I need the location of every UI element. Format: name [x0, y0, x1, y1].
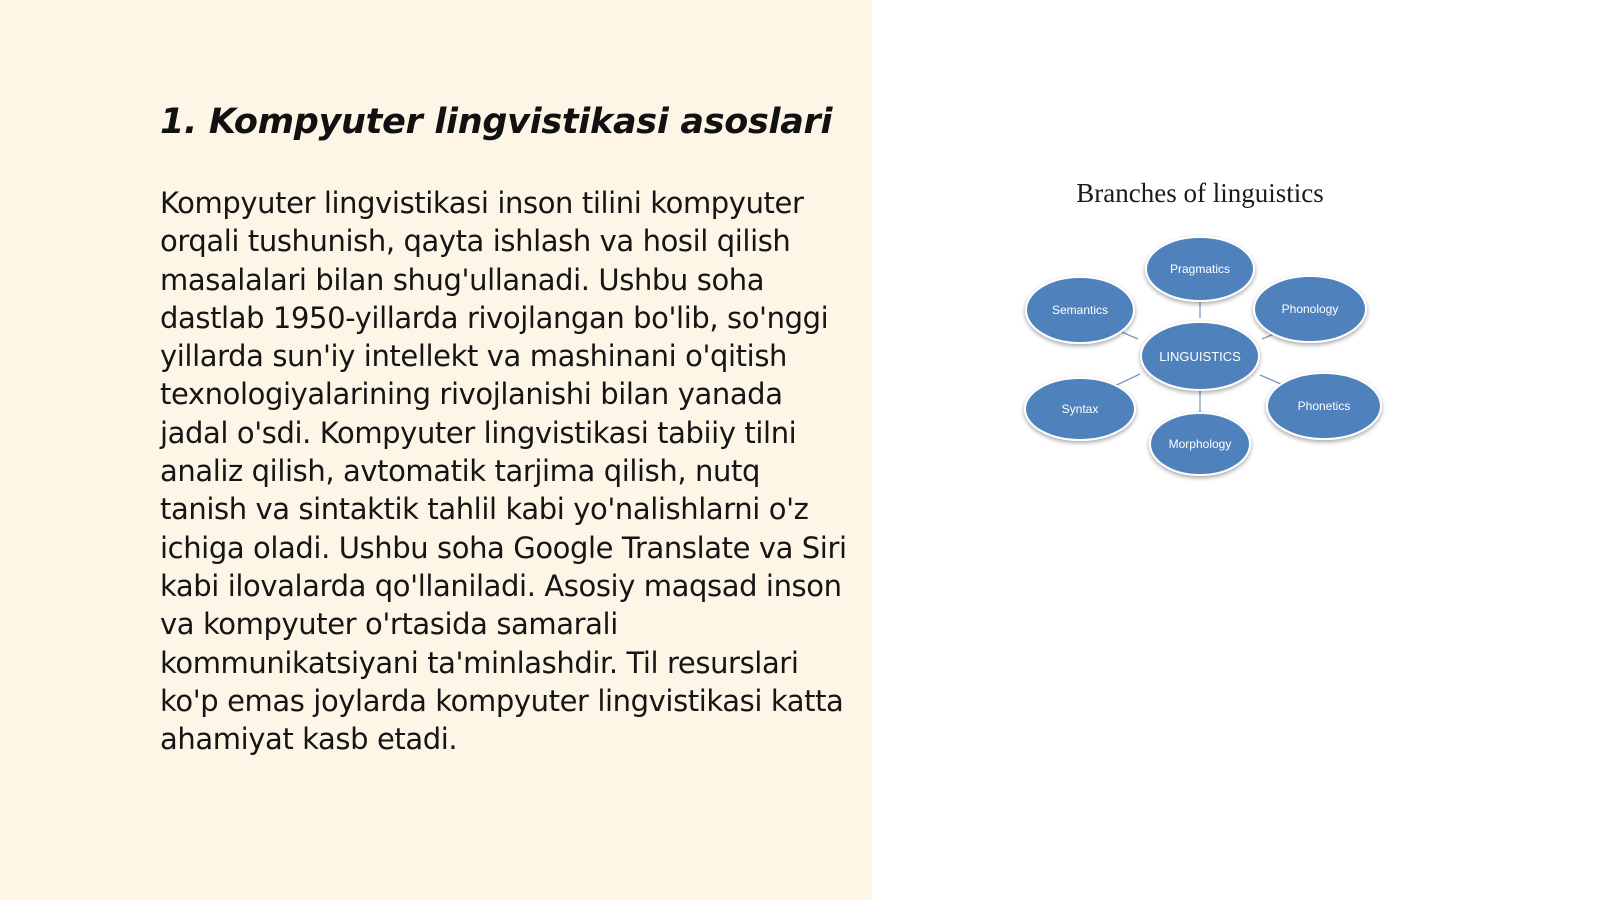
node-label-morphology: Morphology	[1168, 437, 1232, 451]
node-label-semantics: Semantics	[1051, 303, 1109, 317]
node-label-phonology: Phonology	[1281, 302, 1339, 316]
linguistics-branches-diagram	[1000, 178, 1400, 488]
node-label-syntax: Syntax	[1061, 402, 1099, 416]
slide-body-text: Kompyuter lingvistikasi inson tilini kompyuter orqali tushunish, qayta ishlash va hosil qilish masalalari bilan shug'ullanadi. Ushbu soha dastlab 1950-yillarda rivojlangan bo'lib, so'nggi yillarda sun'iy intellekt va mashinani o'qitish texnologiyalarining rivojlanishi bilan yanada jadal o'sdi. Kompyuter lingvistikasi tabiiy tilni analiz qilish, avtomatik tarjima qilish, nutq tanish va sintaktik tahlil kabi yo'nalishlarni o'z ichiga oladi. Ushbu soha Google Translate va Siri kabi ilovalarda qo'llaniladi. Asosiy maqsad inson va kompyuter o'rtasida samarali kommunikatsiyani ta'minlashdir. Til resurslari ko'p emas joylarda kompyuter lingvistikasi katta ahamiyat kasb etadi.	[160, 186, 847, 757]
node-label-linguistics: LINGUISTICS	[1159, 349, 1241, 364]
slide-title: 1. Kompyuter lingvistikasi asoslari	[160, 102, 833, 142]
diagram-title: Branches of linguistics	[1076, 178, 1324, 208]
node-label-phonetics: Phonetics	[1297, 399, 1351, 413]
node-label-pragmatics: Pragmatics	[1169, 262, 1231, 276]
